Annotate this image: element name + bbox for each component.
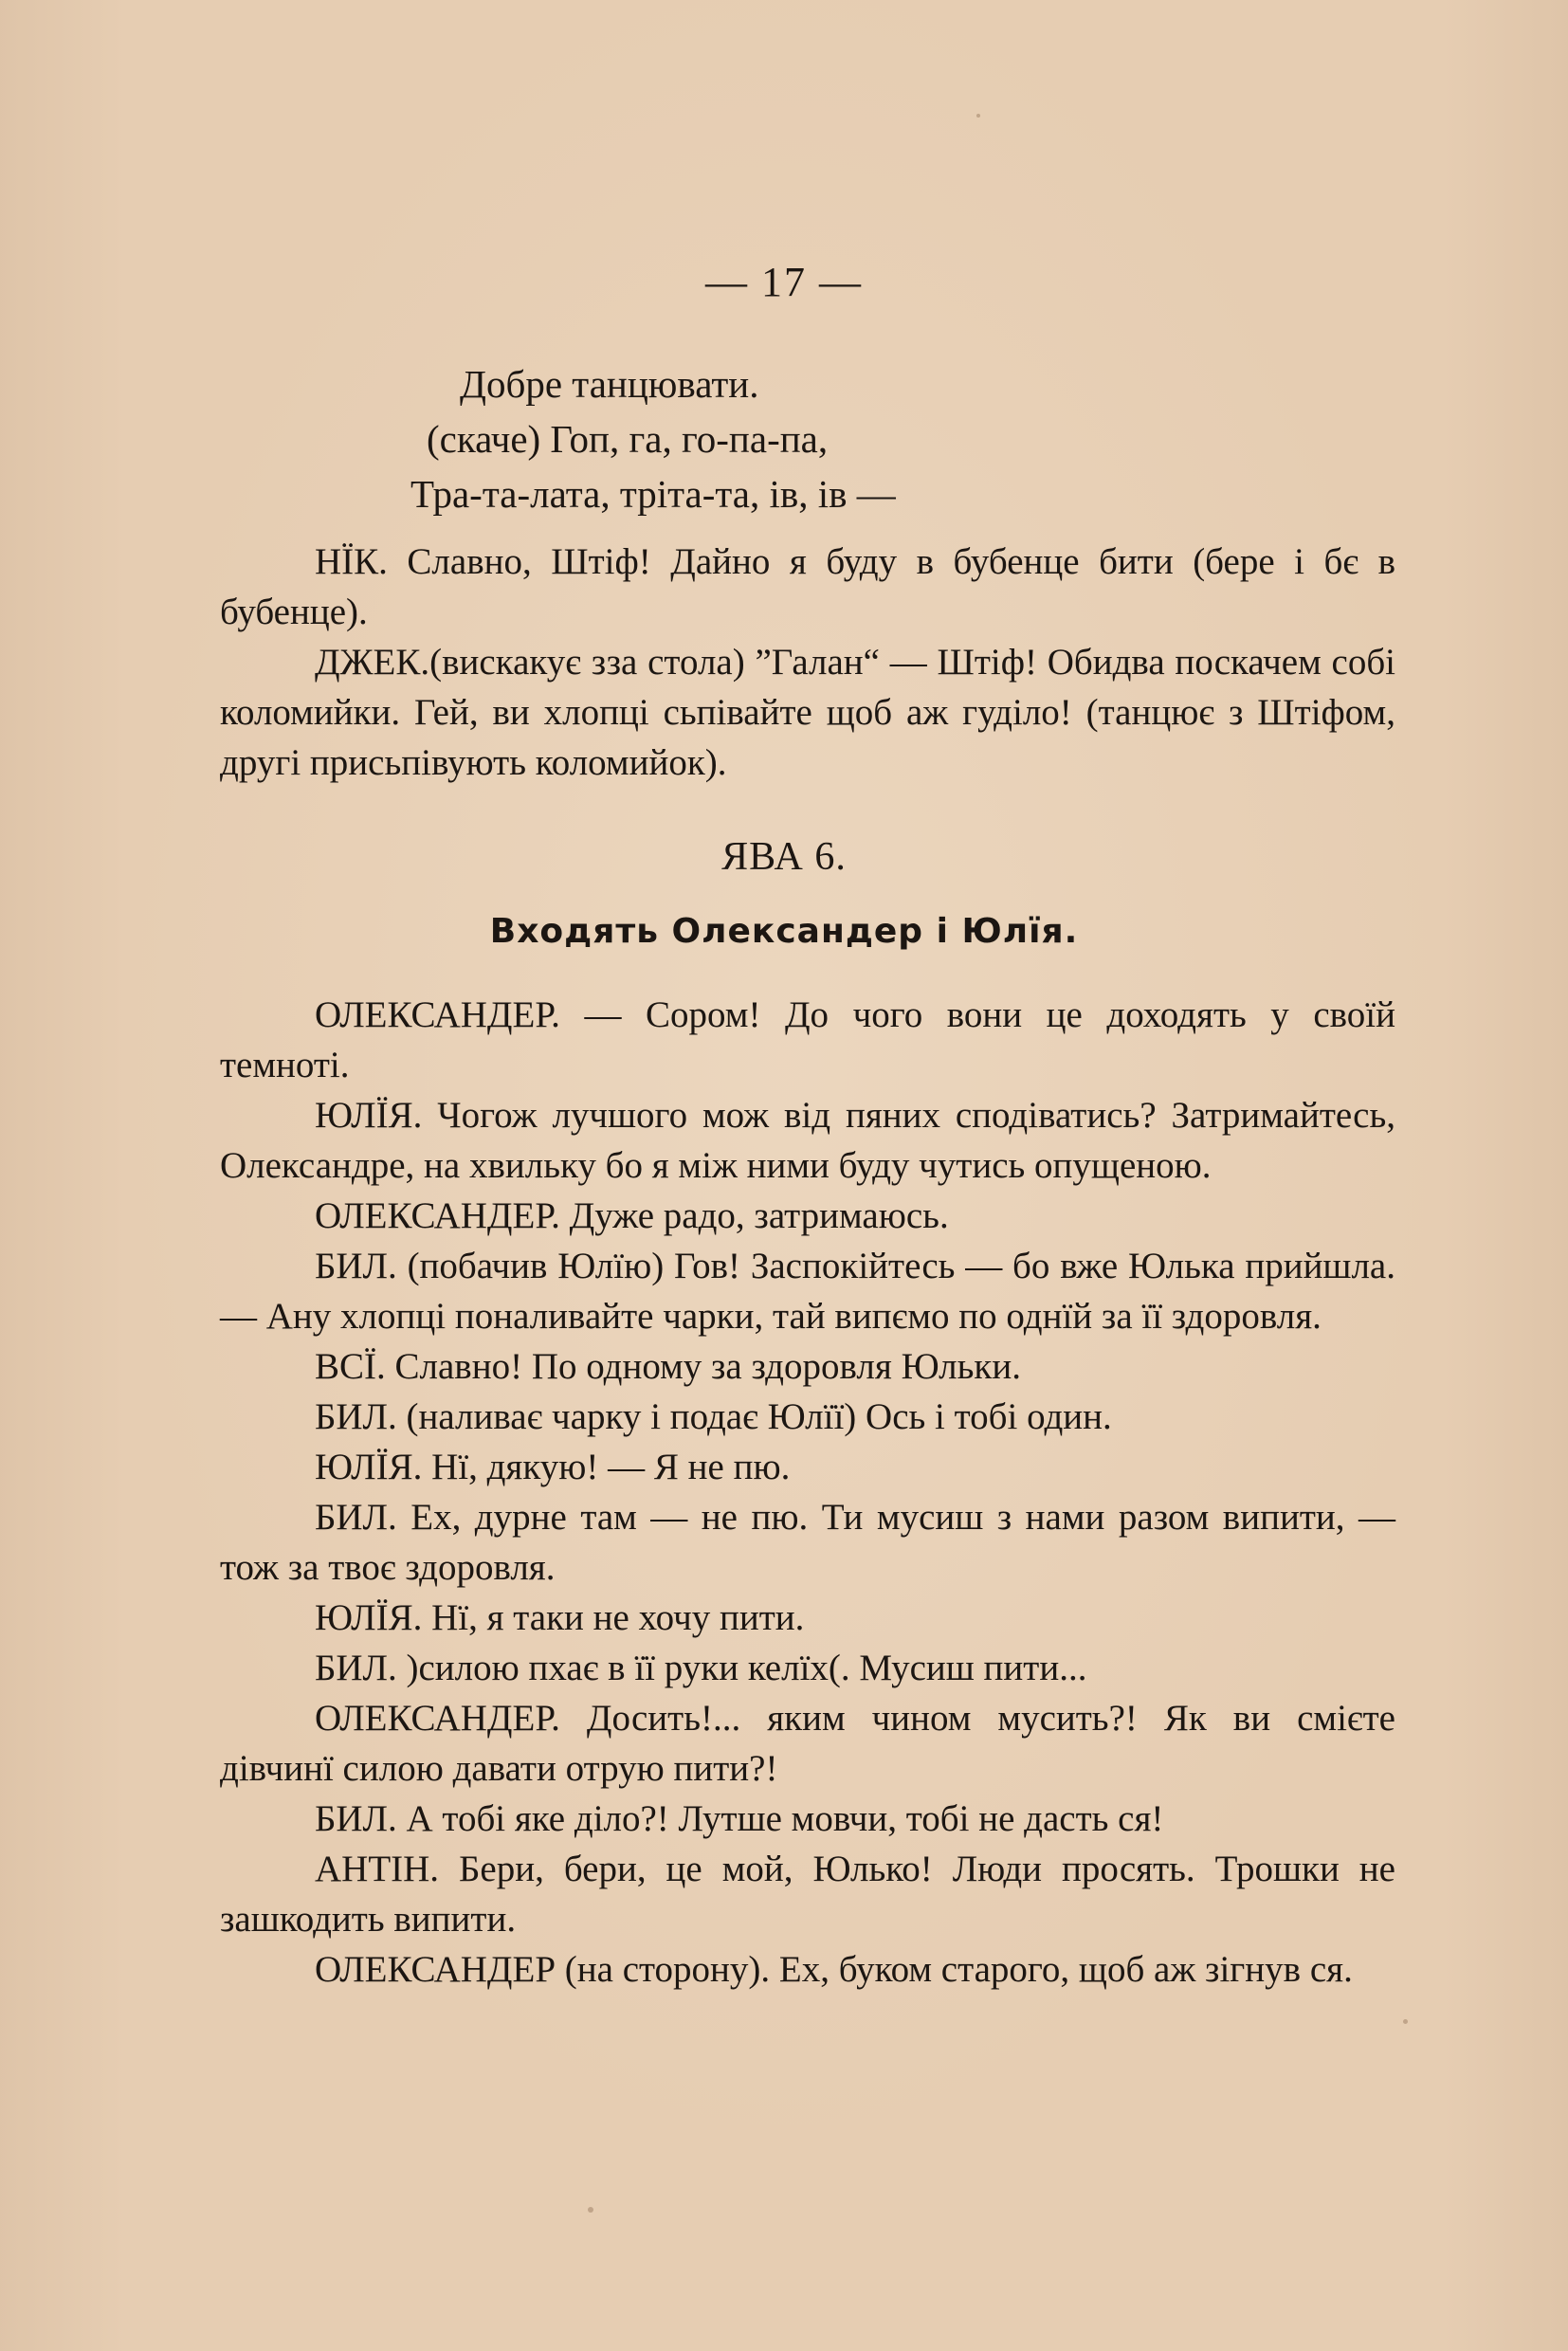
dialogue-paragraph: ОЛЕКСАНДЕР. Дуже радо, затримаюсь. [315, 1195, 949, 1236]
verse-line: Добре танцювати. [460, 362, 759, 406]
paper-speck [976, 114, 980, 118]
dialogue-block-top [220, 537, 1395, 788]
paper-speck [1403, 2019, 1408, 2024]
dialogue-paragraph: ЮЛЇЯ. Нї, дякую! — Я не пю. [315, 1447, 791, 1487]
dialogue-paragraph: БИЛ. )силою пхає в її руки келїх(. Мусиш пити... [315, 1648, 1087, 1688]
dialogue-paragraph: ЮЛЇЯ. Нї, я таки не хочу пити. [315, 1597, 805, 1638]
dialogue-block-bottom [220, 990, 1395, 1995]
dialogue-paragraph: ОЛЕКСАНДЕР (на сторону). Ех, буком старого, щоб аж зігнув ся. [315, 1949, 1353, 1990]
stage-direction: Входять Олександер і Юлїя. [489, 912, 1079, 951]
dialogue-paragraph: ЮЛЇЯ. Чогож лучшого мож від пяних сподіватись? Затримайтесь, Олександре, на хвильку бо я між ними буду чутись опущеною. [220, 1095, 1395, 1186]
dialogue-paragraph: БИЛ. (наливає чарку і подає Юлїї) Ось і тобі один. [315, 1396, 1112, 1437]
dialogue-paragraph: АНТІН. Бери, бери, це мой, Юлько! Люди просять. Трошки не зашкодить випити. [220, 1849, 1395, 1940]
dialogue-paragraph: ОЛЕКСАНДЕР. — Сором! До чого вони це доходять у своїй темноті. [220, 994, 1395, 1085]
dialogue-paragraph: ОЛЕКСАНДЕР. Досить!... яким чином мусить?! Як ви смієте дівчинї силою давати отрую пити?! [220, 1698, 1395, 1789]
dialogue-paragraph: БИЛ. (побачив Юлїю) Гов! Заспокійтесь — бо вже Юлька прийшла. — Ану хлопці поналивайте чарки, тай випємо по однїй за її здоровля. [220, 1246, 1395, 1337]
dialogue-paragraph: БИЛ. Ех, дурне там — не пю. Ти мусиш з нами разом випити, — тож за твоє здоровля. [220, 1497, 1395, 1588]
page-number: — 17 — [705, 259, 863, 305]
dialogue-paragraph: НЇК. Славно, Штіф! Дайно я буду в бубенце бити (бере і бє в бубенце). [220, 541, 1395, 632]
dialogue-paragraph: БИЛ. А тобі яке діло?! Лутше мовчи, тобі не дасть ся! [315, 1798, 1164, 1839]
dialogue-paragraph: ДЖЕК.(вискакує зза стола) ”Галан“ — Штіф! Обидва поскачем собі коломийки. Гей, ви хлопці сьпівайте щоб аж гуділо! (танцює з Штіфом, другі присьпівують коломийок). [220, 642, 1395, 783]
scene-title: ЯВА 6. [721, 835, 847, 879]
verse-line: Тра-та-лата, тріта-та, ів, ів — [410, 472, 896, 516]
verse-line: (скаче) Гоп, га, го-па-па, [427, 417, 829, 461]
dialogue-paragraph: ВСЇ. Славно! По одному за здоровля Юльки. [315, 1346, 1021, 1387]
paper-speck [588, 2207, 593, 2213]
